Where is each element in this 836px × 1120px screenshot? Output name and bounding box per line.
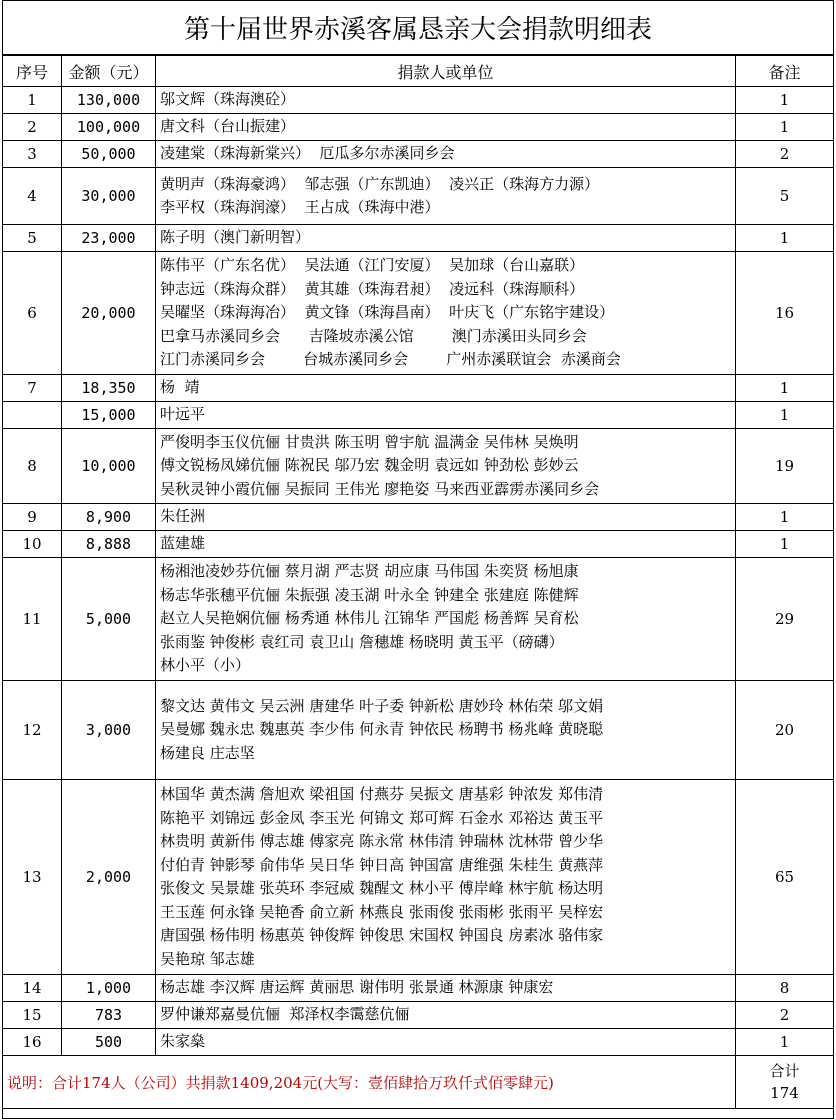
row-remark: 65 (736, 780, 834, 975)
donor-line: 陈艳平 刘锦远 彭金凤 李玉光 何锦文 郑可辉 石金水 邓裕达 黄玉平 (160, 808, 604, 827)
table-row (3, 1029, 834, 1056)
row-seq: 11 (3, 558, 62, 681)
donation-sheet (2, 0, 834, 1119)
row-amount: 10,000 (62, 429, 156, 504)
header-seq: 序号 (3, 56, 62, 87)
donor-line: 付伯青 钟影琴 俞伟华 吴日华 钟日高 钟国富 唐维强 朱桂生 黄燕萍 (160, 855, 604, 874)
row-donors (156, 558, 736, 681)
table-row (3, 87, 834, 114)
row-remark: 5 (736, 168, 834, 225)
donor-line: 陈伟平（广东名优） 吴法通（江门安厦） 吴加球（台山嘉联） (160, 256, 585, 275)
row-donors (156, 87, 736, 114)
table-row (3, 531, 834, 558)
row-remark: 20 (736, 681, 834, 780)
row-remark: 1 (736, 87, 834, 114)
donor-line: 吴秋灵钟小霞伉俪 吴振同 王伟光 廖艳姿 马来西亚霹雳赤溪同乡会 (160, 479, 600, 498)
donor-line: 李平权（珠海润濠） 王占成（珠海中港） (160, 198, 440, 216)
table-row (3, 375, 834, 402)
row-donors (156, 681, 736, 780)
donor-line: 邬文辉（珠海澳砼） (160, 90, 296, 109)
row-remark: 1 (736, 114, 834, 141)
donor-line: 吴艳琼 邹志雄 (160, 949, 255, 968)
row-donors (156, 114, 736, 141)
row-amount: 2,000 (62, 780, 156, 975)
row-remark: 19 (736, 429, 834, 504)
row-amount: 1,000 (62, 975, 156, 1002)
row-seq: 9 (3, 504, 62, 531)
donor-line: 张雨鉴 钟俊彬 袁红司 袁卫山 詹穗雄 杨晓明 黄玉平（磅礴） (160, 632, 564, 651)
table-row (3, 504, 834, 531)
row-remark: 1 (736, 504, 834, 531)
donor-line: 朱家燊 (160, 1032, 206, 1051)
row-seq: 3 (3, 141, 62, 168)
donor-line: 林国华 黄杰满 詹旭欢 梁祖国 付燕芬 吴振文 唐基彩 钟浓发 郑伟清 (160, 785, 604, 803)
row-remark: 1 (736, 225, 834, 252)
row-seq: 1 (3, 87, 62, 114)
row-donors (156, 141, 736, 168)
row-amount: 50,000 (62, 141, 156, 168)
summary-note: 说明：合计174人（公司）共捐款1409,204元(大写：壹佰肆拾万玖仟式佰零肆元) (3, 1056, 736, 1109)
row-amount: 23,000 (62, 225, 156, 252)
row-seq: 6 (3, 252, 62, 375)
row-donors (156, 225, 736, 252)
row-donors (156, 1029, 736, 1056)
donor-line: 凌建棠（珠海新棠兴） 厄瓜多尔赤溪同乡会 (160, 144, 455, 163)
donor-line: 江门赤溪同乡会 台城赤溪同乡会 广州赤溪联谊会 赤溪商会 (160, 350, 621, 369)
row-seq: 5 (3, 225, 62, 252)
row-donors (156, 780, 736, 975)
donor-line: 林贵明 黄新伟 傅志雄 傅家亮 陈永常 林伟清 钟瑞林 沈林带 曾少华 (160, 832, 604, 850)
table-row (3, 681, 834, 780)
row-amount: 130,000 (62, 87, 156, 114)
table-row (3, 114, 834, 141)
donor-line: 罗仲谦郑嘉曼伉俪 郑泽权李霭慈伉俪 (160, 1005, 410, 1024)
donor-line: 唐国强 杨伟明 杨惠英 钟俊辉 钟俊思 宋国权 钟国良 房素冰 骆伟家 (160, 926, 604, 944)
donor-line: 严俊明李玉仪伉俪 甘贵洪 陈玉明 曾宇航 温满金 吴伟林 吴焕明 (160, 432, 579, 451)
table-row (3, 168, 834, 225)
row-amount: 783 (62, 1002, 156, 1029)
row-amount: 500 (62, 1029, 156, 1056)
row-remark: 1 (736, 1029, 834, 1056)
footer-row (3, 1056, 834, 1109)
row-seq: 4 (3, 168, 62, 225)
donor-line: 叶远平 (160, 405, 206, 424)
donor-line: 钟志远（珠海众群） 黄其雄（珠海君昶） 凌远科（珠海顺科） (160, 279, 585, 298)
row-donors (156, 1002, 736, 1029)
row-amount: 100,000 (62, 114, 156, 141)
table-row (3, 252, 834, 375)
row-seq (3, 402, 62, 429)
row-remark: 2 (736, 1002, 834, 1029)
donor-line: 傅文锐杨凤娣伉俪 陈祝民 邬乃宏 魏金明 袁远如 钟劲松 彭妙云 (160, 456, 579, 475)
row-remark: 8 (736, 975, 834, 1002)
total-value: 174 (770, 1084, 799, 1102)
table-row (3, 225, 834, 252)
row-seq: 7 (3, 375, 62, 402)
page-title: 第十届世界赤溪客属恳亲大会捐款明细表 (3, 1, 833, 55)
row-donors (156, 504, 736, 531)
table-row (3, 429, 834, 504)
row-amount: 18,350 (62, 375, 156, 402)
row-donors (156, 168, 736, 225)
donor-line: 黄明声（珠海豪鸿） 邹志强（广东凯迪） 凌兴正（珠海方力源） (160, 174, 600, 193)
header-amount: 金额（元） (62, 56, 156, 87)
row-donors (156, 975, 736, 1002)
donor-line: 蓝建雄 (160, 534, 206, 553)
row-remark: 1 (736, 402, 834, 429)
table-row (3, 402, 834, 429)
donor-line: 杨湘池凌妙芬伉俪 蔡月湖 严志贤 胡应康 马伟国 朱奕贤 杨旭康 (160, 562, 579, 581)
row-remark: 1 (736, 375, 834, 402)
row-remark: 2 (736, 141, 834, 168)
row-seq: 15 (3, 1002, 62, 1029)
row-seq: 13 (3, 780, 62, 975)
row-donors (156, 402, 736, 429)
donor-line: 杨志雄 李汉辉 唐运辉 黄丽思 谢伟明 张景通 林源康 钟康宏 (160, 978, 554, 997)
row-seq: 12 (3, 681, 62, 780)
table-row (3, 780, 834, 975)
table-row (3, 1002, 834, 1029)
donor-line: 朱任洲 (160, 507, 206, 526)
total-label: 合计 (769, 1062, 800, 1080)
row-seq: 2 (3, 114, 62, 141)
table-row (3, 141, 834, 168)
donor-line: 王玉莲 何永锋 吴艳香 俞立新 林燕良 张雨俊 张雨彬 张雨平 吴梓宏 (160, 902, 604, 921)
row-seq: 14 (3, 975, 62, 1002)
donor-line: 杨建良 庄志坚 (160, 743, 255, 762)
donor-line: 赵立人吴艳娴伉俪 杨秀通 林伟儿 江锦华 严国彪 杨善辉 吴育松 (160, 609, 579, 628)
table-row (3, 975, 834, 1002)
row-remark: 16 (736, 252, 834, 375)
donor-line: 巴拿马赤溪同乡会 吉隆坡赤溪公馆 澳门赤溪田头同乡会 (160, 326, 587, 345)
row-amount: 15,000 (62, 402, 156, 429)
total-cell (736, 1056, 834, 1109)
table-row (3, 558, 834, 681)
row-donors (156, 375, 736, 402)
header-row (3, 56, 834, 87)
donor-line: 张俊文 吴景雄 张英环 李冠威 魏醒文 林小平 傅岸峰 林宇航 杨达明 (160, 879, 604, 897)
row-seq: 10 (3, 531, 62, 558)
row-remark: 29 (736, 558, 834, 681)
row-remark: 1 (736, 531, 834, 558)
donor-line: 黎文达 黄伟文 吴云洲 唐建华 叶子委 钟新松 唐妙玲 林佑荣 邬文娟 (160, 696, 604, 715)
row-amount: 8,888 (62, 531, 156, 558)
row-seq: 8 (3, 429, 62, 504)
row-amount: 5,000 (62, 558, 156, 681)
row-amount: 20,000 (62, 252, 156, 375)
donor-line: 吴曜坚（珠海海冶） 黄文锋（珠海昌南） 叶庆飞（广东铭宇建设） (160, 303, 615, 322)
row-amount: 8,900 (62, 504, 156, 531)
donor-line: 吴曼娜 魏永忠 魏惠英 李少伟 何永青 钟依民 杨聘书 杨兆峰 黄晓聪 (160, 720, 604, 739)
row-seq: 16 (3, 1029, 62, 1056)
row-donors (156, 252, 736, 375)
donor-line: 唐文科（台山振建） (160, 117, 296, 136)
donor-line: 杨志华张穗平伉俪 朱振强 凌玉湖 叶永全 钟建全 张建庭 陈健辉 (160, 585, 579, 604)
header-remark: 备注 (736, 56, 834, 87)
row-donors (156, 531, 736, 558)
donor-line: 杨 靖 (160, 378, 200, 397)
donor-line: 陈子明（澳门新明智） (160, 228, 311, 247)
row-amount: 30,000 (62, 168, 156, 225)
row-donors (156, 429, 736, 504)
row-amount: 3,000 (62, 681, 156, 780)
donation-table (2, 55, 834, 1109)
header-donor: 捐款人或单位 (156, 56, 736, 87)
donor-line: 林小平（小） (160, 656, 251, 675)
